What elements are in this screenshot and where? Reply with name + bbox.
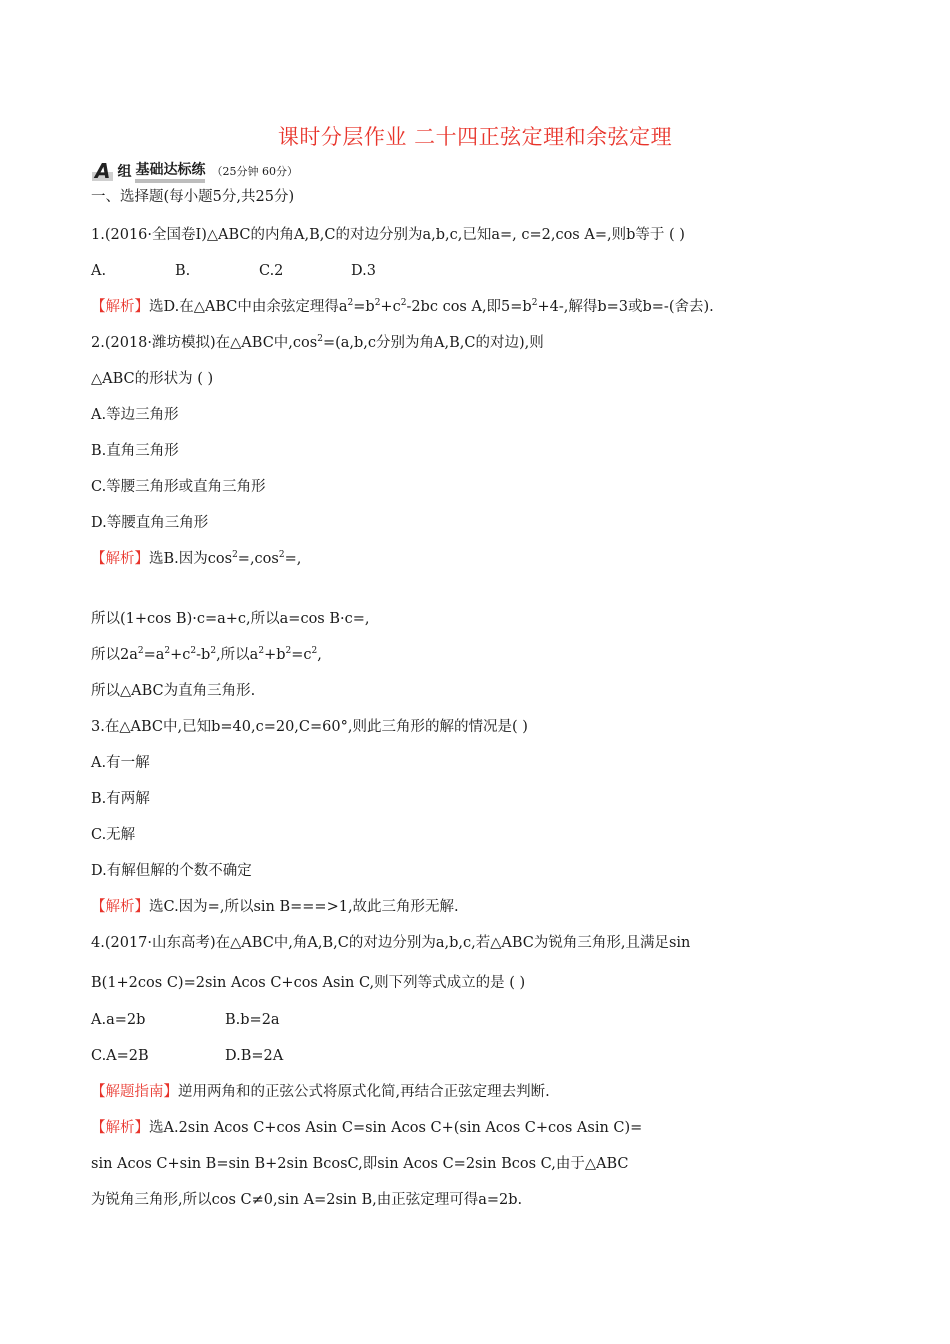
solution-text: 选C.因为=,所以sin B===>1,故此三角形无解. <box>149 899 459 915</box>
superscript: 2 <box>137 646 144 657</box>
q2-stem-line2: △ABC的形状为 ( ) <box>91 371 214 387</box>
stem-text: 2.(2018·潍坊模拟)在△ABC中,cos <box>91 335 318 351</box>
q4-guide <box>91 1082 550 1102</box>
solution-text: +c <box>170 647 191 663</box>
solution-text: =c <box>291 647 312 663</box>
superscript: 2 <box>278 550 285 561</box>
solution-tag: 【解析】 <box>91 299 149 315</box>
q4-option-a: A.a=2b <box>91 1012 146 1028</box>
q1-option-c: C.2 <box>259 263 284 279</box>
solution-text: -b <box>196 647 211 663</box>
solution-text: 选A.2sin Acos C+cos Asin C=sin Acos C+(sin Acos C+cos Asin C)= <box>149 1120 643 1136</box>
q2-option-d: D.等腰直角三角形 <box>91 515 209 531</box>
stem-text: =(a,b,c分别为角A,B,C的对边),则 <box>322 335 544 351</box>
superscript: 2 <box>164 646 171 657</box>
solution-text: =a <box>143 647 165 663</box>
solution-text: +c <box>380 299 401 315</box>
q4-stem-line2: B(1+2cos C)=2sin Acos C+cos Asin C,则下列等式成立的是 ( ) <box>91 975 526 991</box>
group-time: （25分钟 60分） <box>211 165 298 178</box>
q1-option-d: D.3 <box>351 263 376 279</box>
solution-text: 选B.因为cos <box>149 551 233 567</box>
page-title: 课时分层作业 二十四正弦定理和余弦定理 <box>277 125 673 149</box>
superscript: 2 <box>311 646 318 657</box>
q2-solution-line4: 所以△ABC为直角三角形. <box>91 683 256 699</box>
q2-solution-line3 <box>91 645 322 665</box>
group-header <box>92 160 298 182</box>
q2-solution-line2: 所以(1+cos B)·c=a+c,所以a=cos B·c=, <box>91 611 370 627</box>
q1-option-b: B. <box>175 263 191 279</box>
solution-text: =, <box>284 551 302 567</box>
superscript: 2 <box>317 334 323 345</box>
solution-text: +4-,解得b=3或b=-(舍去). <box>537 299 714 315</box>
superscript: 2 <box>400 298 407 309</box>
superscript: 2 <box>232 550 238 561</box>
solution-text: , <box>317 647 322 663</box>
q4-option-b: B.b=2a <box>225 1012 280 1028</box>
q3-option-a: A.有一解 <box>91 755 150 771</box>
q4-option-d: D.B=2A <box>225 1048 284 1064</box>
q4-solution-line2: sin Acos C+sin B=sin B+2sin BcosC,即sin Acos C=2sin Bcos C,由于△ABC <box>91 1156 629 1172</box>
guide-tag: 【解题指南】 <box>91 1084 178 1100</box>
q4-stem: 4.(2017·山东高考)在△ABC中,角A,B,C的对边分别为a,b,c,若△ABC为锐角三角形,且满足sin <box>91 935 691 951</box>
q1-options <box>91 261 376 281</box>
q4-options-row2 <box>91 1046 283 1066</box>
q3-option-c: C.无解 <box>91 827 136 843</box>
q2-option-c: C.等腰三角形或直角三角形 <box>91 479 266 495</box>
group-name: 组 <box>117 164 132 180</box>
q4-options-row1 <box>91 1010 280 1030</box>
q4-solution <box>91 1118 642 1138</box>
solution-text: 所以2a <box>91 647 138 663</box>
q4-solution-line3: 为锐角三角形,所以cos C≠0,sin A=2sin B,由正弦定理可得a=2b. <box>91 1192 523 1208</box>
solution-text: 选D.在△ABC中由余弦定理得a <box>149 299 348 315</box>
section-heading: 一、选择题(每小题5分,共25分) <box>91 189 295 205</box>
solution-text: =b <box>353 299 375 315</box>
solution-text: =,cos <box>237 551 279 567</box>
solution-text: ,所以a <box>216 647 259 663</box>
superscript: 2 <box>531 298 538 309</box>
solution-tag: 【解析】 <box>91 551 149 567</box>
q2-option-b: B.直角三角形 <box>91 443 179 459</box>
solution-tag: 【解析】 <box>91 1120 149 1136</box>
group-title: 基础达标练 <box>135 159 205 183</box>
q2-solution <box>91 549 301 569</box>
superscript: 2 <box>374 298 381 309</box>
q3-option-b: B.有两解 <box>91 791 150 807</box>
q1-option-a: A. <box>91 263 107 279</box>
superscript: 2 <box>190 646 197 657</box>
q1-stem: 1.(2016·全国卷Ⅰ)△ABC的内角A,B,C的对边分别为a,b,c,已知a=, c=2,cos A=,则b等于 ( ) <box>91 227 685 243</box>
superscript: 2 <box>285 646 292 657</box>
q2-option-a: A.等边三角形 <box>91 407 179 423</box>
solution-tag: 【解析】 <box>91 899 149 915</box>
guide-text: 逆用两角和的正弦公式将原式化简,再结合正弦定理去判断. <box>178 1084 550 1100</box>
q4-option-c: C.A=2B <box>91 1048 149 1064</box>
superscript: 2 <box>258 646 265 657</box>
q3-solution <box>91 897 459 917</box>
q2-stem <box>91 333 544 353</box>
q3-stem: 3.在△ABC中,已知b=40,c=20,C=60°,则此三角形的解的情况是( ) <box>91 719 528 735</box>
group-badge: A <box>92 161 113 181</box>
q3-option-d: D.有解但解的个数不确定 <box>91 863 252 879</box>
q1-solution <box>91 297 714 317</box>
superscript: 2 <box>347 298 354 309</box>
superscript: 2 <box>210 646 217 657</box>
solution-text: +b <box>264 647 286 663</box>
solution-text: -2bc cos A,即5=b <box>406 299 532 315</box>
